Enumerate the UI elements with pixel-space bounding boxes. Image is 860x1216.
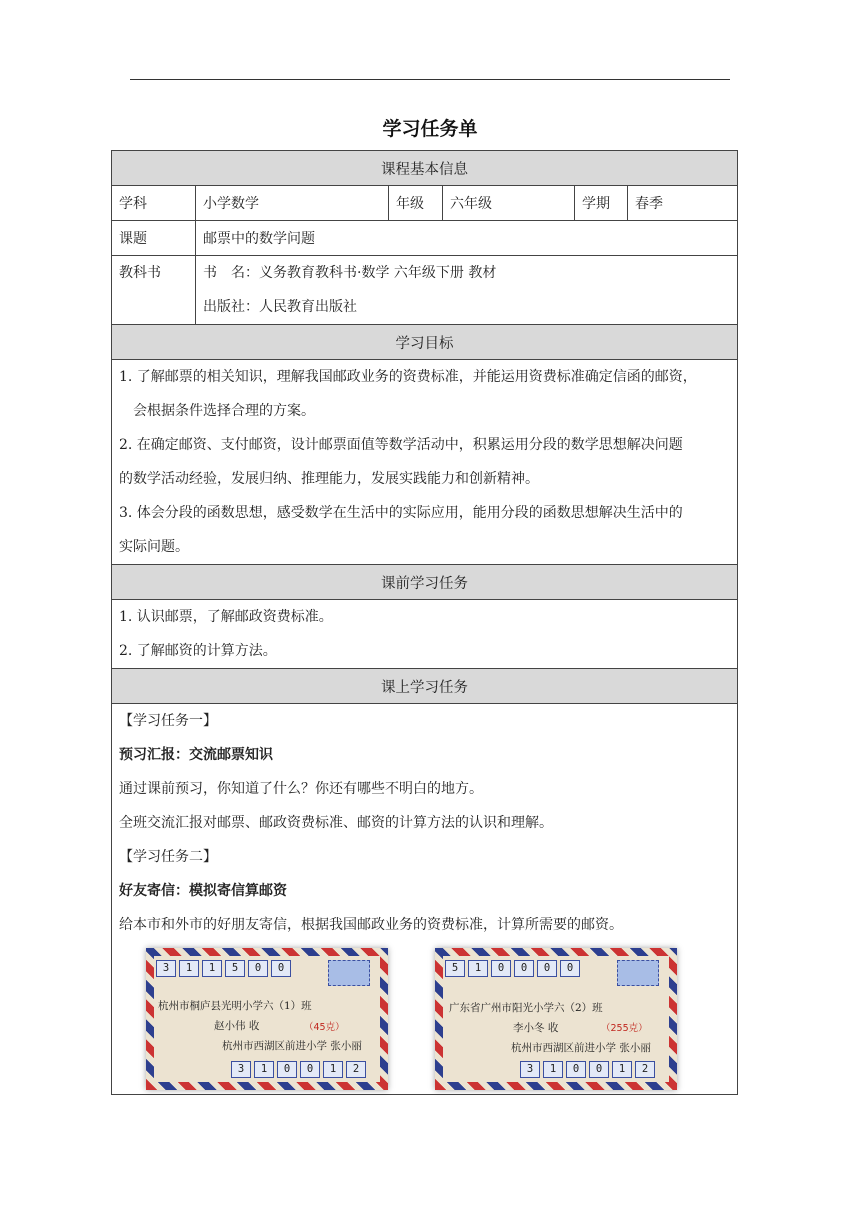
envelope-1-address: 杭州市桐庐县光明小学六（1）班 [158,1000,312,1012]
zip-digit: 2 [346,1061,366,1078]
textbook-name: 书 名：义务教育教科书·数学 六年级下册 教材 [203,265,497,281]
section-header-pre-tasks: 课前学习任务 [112,565,738,600]
section-header-basic-info: 课程基本信息 [112,151,738,186]
zip-digit: 0 [248,960,268,977]
zip-digit: 3 [156,960,176,977]
class-tasks-content [112,704,738,1095]
zip-digit: 1 [323,1061,343,1078]
section-header-goals: 学习目标 [112,325,738,360]
goal-2-line-2: 的数学活动经验，发展归纳、推理能力，发展实践能力和创新精神。 [119,471,539,487]
task-2-paragraph-1: 给本市和外市的好朋友寄信，根据我国邮政业务的资费标准，计算所需要的邮资。 [119,917,623,933]
goal-1-line-2: 会根据条件选择合理的方案。 [133,403,315,419]
grade-label: 年级 [389,186,443,221]
goal-3-line-2: 实际问题。 [119,539,189,555]
zip-digit: 0 [491,960,511,977]
zip-digit: 0 [514,960,534,977]
task-2-label: 【学习任务二】 [119,849,217,865]
zip-digit: 3 [520,1061,540,1078]
task-1-title: 预习汇报：交流邮票知识 [119,747,273,763]
textbook-label-text: 教科书 [119,265,161,281]
zip-digit: 1 [612,1061,632,1078]
envelope-1-sender: 杭州市西湖区前进小学 张小丽 [222,1040,362,1052]
zip-digit: 0 [560,960,580,977]
task-sheet-table [111,150,738,1095]
zip-digit: 1 [254,1061,274,1078]
envelope-remote [435,948,677,1090]
task-1-paragraph-2: 全班交流汇报对邮票、邮政资费标准、邮资的计算方法的认识和理解。 [119,815,553,831]
page-title: 学习任务单 [382,118,478,140]
zip-digit: 1 [202,960,222,977]
goal-2-line-1: 2. 在确定邮资、支付邮资，设计邮票面值等数学活动中，积累运用分段的数学思想解决问题 [119,437,683,453]
stamp-placeholder [328,960,370,986]
goal-1-line-1: 1. 了解邮票的相关知识，理解我国邮政业务的资费标准，并能运用资费标准确定信函的邮资， [119,369,697,385]
zip-digit: 0 [589,1061,609,1078]
grade-value: 六年级 [443,186,575,221]
zip-digit: 0 [566,1061,586,1078]
envelope-2-address: 广东省广州市阳光小学六（2）班 [449,1002,603,1014]
envelope-1-zip-from [231,1061,366,1078]
pre-task-1: 1. 认识邮票，了解邮政资费标准。 [119,609,333,625]
pre-tasks-content [112,600,738,669]
subject-value: 小学数学 [196,186,389,221]
zip-digit: 1 [468,960,488,977]
topic-label: 课题 [112,221,196,256]
envelope-1-recipient: 赵小伟 收 [214,1020,260,1032]
zip-digit: 5 [225,960,245,977]
goals-content [112,360,738,565]
term-value: 春季 [628,186,738,221]
textbook-value [196,256,738,325]
textbook-publisher: 出版社：人民教育出版社 [203,299,357,315]
header-rule [130,79,730,80]
zip-digit: 1 [543,1061,563,1078]
envelope-2-sender: 杭州市西湖区前进小学 张小丽 [511,1042,651,1054]
textbook-label [112,256,196,325]
envelope-2-recipient: 李小冬 收 [513,1022,559,1034]
topic-value: 邮票中的数学问题 [196,221,738,256]
subject-label: 学科 [112,186,196,221]
zip-digit: 0 [537,960,557,977]
zip-digit: 0 [271,960,291,977]
envelope-1-zip-to [156,960,291,977]
stamp-placeholder [617,960,659,986]
envelope-images [119,942,730,1094]
section-header-class-tasks: 课上学习任务 [112,669,738,704]
zip-digit: 0 [277,1061,297,1078]
envelope-1-weight: （45克） [304,1022,345,1033]
goal-3-line-1: 3. 体会分段的函数思想，感受数学在生活中的实际应用，能用分段的函数思想解决生活中的 [119,505,683,521]
task-1-label: 【学习任务一】 [119,713,217,729]
zip-digit: 1 [179,960,199,977]
term-label: 学期 [575,186,628,221]
pre-task-2: 2. 了解邮资的计算方法。 [119,643,277,659]
envelope-2-zip-to [445,960,580,977]
zip-digit: 2 [635,1061,655,1078]
zip-digit: 5 [445,960,465,977]
task-2-title: 好友寄信：模拟寄信算邮资 [119,883,287,899]
envelope-2-weight: （255克） [601,1023,648,1034]
zip-digit: 0 [300,1061,320,1078]
envelope-local [146,948,388,1090]
envelope-2-zip-from [520,1061,655,1078]
zip-digit: 3 [231,1061,251,1078]
task-1-paragraph-1: 通过课前预习，你知道了什么？你还有哪些不明白的地方。 [119,781,483,797]
